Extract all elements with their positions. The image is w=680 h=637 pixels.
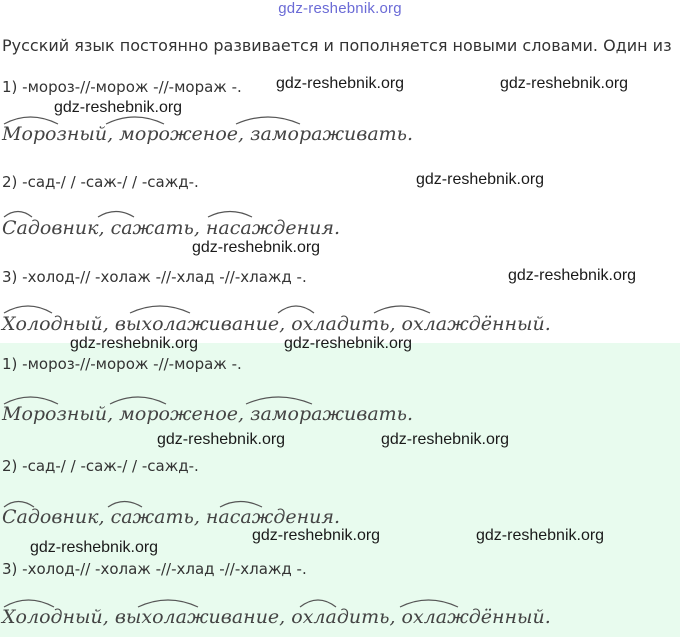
example-3: Холодный, выхолаживание, охладить, охлаждённый.	[2, 313, 551, 335]
site-header-link[interactable]: gdz-reshebnik.org	[278, 0, 402, 17]
watermark: gdz-reshebnik.org	[157, 431, 286, 448]
watermark: gdz-reshebnik.org	[508, 267, 637, 284]
example-2: Садовник, сажать, насаждения.	[2, 217, 340, 239]
intro-text: Русский язык постоянно развивается и пополняется новыми словами. Один из	[2, 36, 672, 55]
rule-3: 3) -холод-// -холаж -//-хлад -//-хлажд -.	[2, 268, 307, 286]
watermark: gdz-reshebnik.org	[476, 527, 605, 544]
answer-example-2: Садовник, сажать, насаждения.	[2, 506, 340, 528]
watermark: gdz-reshebnik.org	[30, 539, 159, 556]
watermark: gdz-reshebnik.org	[381, 431, 510, 448]
watermark: gdz-reshebnik.org	[500, 75, 629, 92]
answer-rule-3: 3) -холод-// -холаж -//-хлад -//-хлажд -.	[2, 560, 307, 578]
watermark: gdz-reshebnik.org	[70, 335, 199, 352]
answer-example-1: Морозный, мороженое, замораживать.	[2, 403, 414, 425]
answer-rule-2: 2) -сад-/ / -саж-/ / -сажд-.	[2, 457, 199, 475]
rule-2: 2) -сад-/ / -саж-/ / -сажд-.	[2, 173, 199, 191]
answer-rule-1: 1) -мороз-//-морож -//-мораж -.	[2, 355, 242, 373]
example-1: Морозный, мороженое, замораживать.	[2, 123, 414, 145]
watermark: gdz-reshebnik.org	[416, 171, 545, 188]
watermark: gdz-reshebnik.org	[284, 335, 413, 352]
watermark: gdz-reshebnik.org	[192, 239, 321, 256]
watermark: gdz-reshebnik.org	[276, 75, 405, 92]
rule-1: 1) -мороз-//-морож -//-мораж -.	[2, 78, 242, 96]
answer-example-3: Холодный, выхолаживание, охладить, охлаждённый.	[2, 606, 551, 628]
watermark: gdz-reshebnik.org	[54, 99, 183, 116]
watermark: gdz-reshebnik.org	[252, 527, 381, 544]
